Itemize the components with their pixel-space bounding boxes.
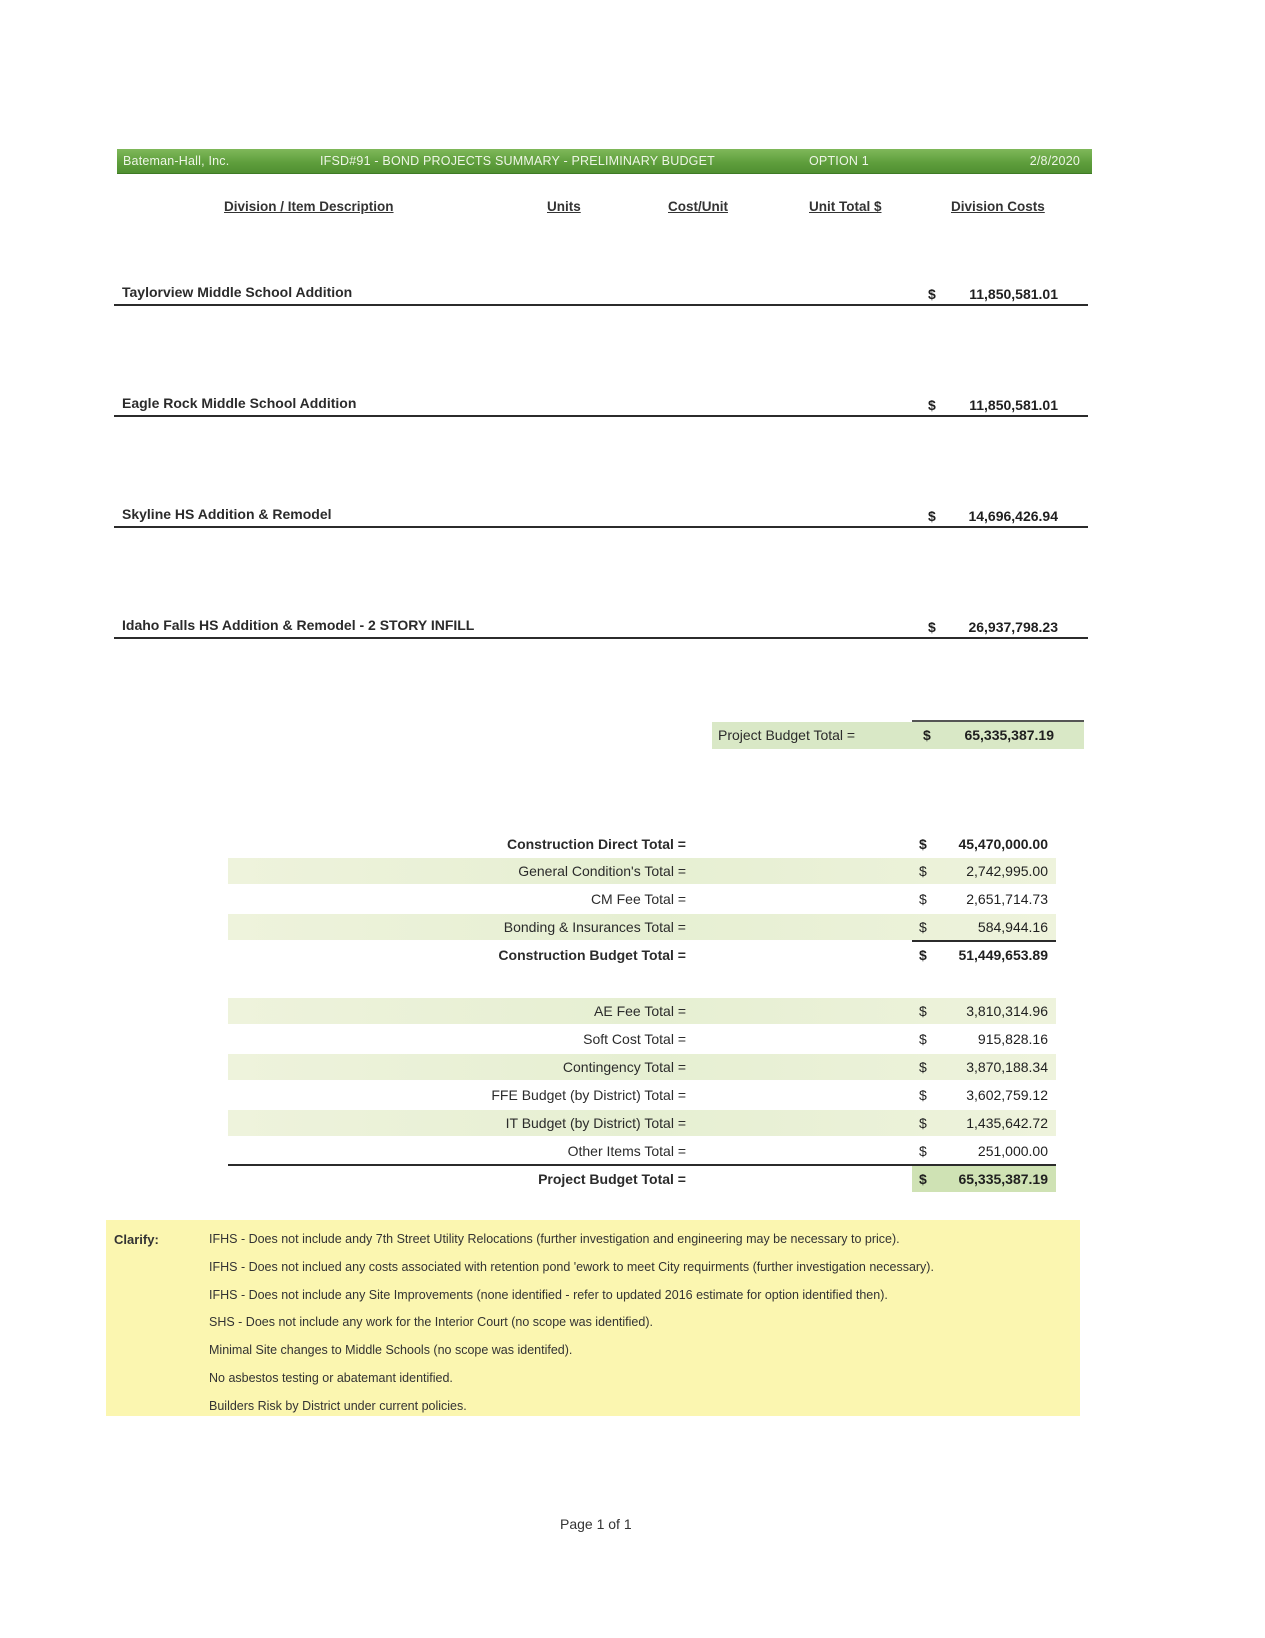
- currency-symbol: $: [919, 1003, 927, 1019]
- project-budget-total: [712, 722, 1084, 749]
- option-label: OPTION 1: [809, 154, 869, 168]
- summary-value: 1,435,642.72: [966, 1115, 1048, 1131]
- currency-symbol: $: [919, 1031, 927, 1047]
- summary-label: Other Items Total =: [567, 1143, 686, 1159]
- currency-symbol: $: [928, 286, 936, 302]
- summary-value: 65,335,387.19: [958, 1171, 1048, 1187]
- col-header-division-costs: Division Costs: [951, 199, 1045, 214]
- summary-label: Soft Cost Total =: [583, 1031, 686, 1047]
- division-name: Skyline HS Addition & Remodel: [122, 506, 332, 522]
- division-name: Idaho Falls HS Addition & Remodel - 2 STORY INFILL: [122, 617, 475, 633]
- currency-symbol: $: [919, 1059, 927, 1075]
- currency-symbol: $: [923, 727, 931, 743]
- summary-label: Contingency Total =: [562, 1059, 686, 1075]
- summary-row-construction-direct: [228, 831, 1056, 857]
- summary-row-bonding: [228, 914, 1056, 940]
- summary-row-cm-fee: [228, 886, 1056, 912]
- currency-symbol: $: [928, 397, 936, 413]
- division-row: [114, 607, 1088, 639]
- company-name: Bateman-Hall, Inc.: [123, 154, 230, 168]
- summary-value: 51,449,653.89: [958, 947, 1048, 963]
- project-total-label: Project Budget Total =: [718, 727, 856, 743]
- clarify-item: IFHS - Does not include andy 7th Street Utility Relocations (further investigation and engineering may be necessary to price).: [209, 1232, 900, 1246]
- col-header-description: Division / Item Description: [224, 199, 394, 214]
- summary-label: FFE Budget (by District) Total =: [491, 1087, 686, 1103]
- summary-value: 45,470,000.00: [958, 836, 1048, 852]
- summary-value: 3,810,314.96: [966, 1003, 1048, 1019]
- summary-value: 3,602,759.12: [966, 1087, 1048, 1103]
- currency-symbol: $: [928, 508, 936, 524]
- currency-symbol: $: [919, 947, 927, 963]
- clarify-label: Clarify:: [114, 1232, 159, 1247]
- currency-symbol: $: [919, 863, 927, 879]
- summary-value: 584,944.16: [977, 919, 1048, 935]
- summary-label: General Condition's Total =: [518, 863, 686, 879]
- division-cost: 11,850,581.01: [969, 397, 1058, 413]
- summary-row-other-items: [228, 1138, 1056, 1164]
- summary-value: 2,742,995.00: [966, 863, 1048, 879]
- page-number: Page 1 of 1: [560, 1516, 632, 1532]
- summary-row-construction-budget: [228, 942, 1056, 968]
- division-cost: 26,937,798.23: [968, 619, 1058, 635]
- summary-label: Bonding & Insurances Total =: [503, 919, 686, 935]
- currency-symbol: $: [919, 1171, 927, 1187]
- clarify-item: IFHS - Does not inclued any costs associated with retention pond 'ework to meet City requirments (further investigation necessary).: [209, 1259, 934, 1274]
- clarify-item: Builders Risk by District under current policies.: [209, 1398, 467, 1413]
- clarify-notes: [106, 1220, 1080, 1416]
- clarify-list: [209, 1232, 934, 1427]
- division-row: [114, 496, 1088, 528]
- summary-row-ae-fee: [228, 998, 1056, 1024]
- summary-label: Construction Direct Total =: [506, 836, 686, 852]
- summary-label: Project Budget Total =: [538, 1171, 686, 1187]
- currency-symbol: $: [919, 891, 927, 907]
- summary-row-project-budget-total: [228, 1166, 1056, 1192]
- division-row: [114, 385, 1088, 417]
- summary-label: CM Fee Total =: [590, 891, 686, 907]
- project-total-value: 65,335,387.19: [964, 727, 1054, 743]
- currency-symbol: $: [919, 1143, 927, 1159]
- division-cost: 14,696,426.94: [968, 508, 1058, 524]
- col-header-units: Units: [547, 199, 581, 214]
- summary-row-ffe-budget: [228, 1082, 1056, 1108]
- document-date: 2/8/2020: [1029, 154, 1080, 168]
- currency-symbol: $: [919, 1087, 927, 1103]
- clarify-item: No asbestos testing or abatemant identified.: [209, 1370, 453, 1385]
- summary-row-contingency: [228, 1054, 1056, 1080]
- currency-symbol: $: [919, 1115, 927, 1131]
- division-cost: 11,850,581.01: [969, 286, 1058, 302]
- document-title: IFSD#91 - BOND PROJECTS SUMMARY - PRELIMINARY BUDGET: [320, 154, 715, 168]
- summary-value: 3,870,188.34: [966, 1059, 1048, 1075]
- summary-value: 2,651,714.73: [966, 891, 1048, 907]
- col-header-cost-unit: Cost/Unit: [668, 199, 728, 214]
- summary-row-general-conditions: [228, 858, 1056, 884]
- currency-symbol: $: [928, 619, 936, 635]
- clarify-item: SHS - Does not include any work for the Interior Court (no scope was identified).: [209, 1315, 653, 1330]
- header-band: [117, 149, 1092, 174]
- summary-row-it-budget: [228, 1110, 1056, 1136]
- division-name: Eagle Rock Middle School Addition: [122, 395, 357, 411]
- summary-row-soft-cost: [228, 1026, 1056, 1052]
- division-row: [114, 274, 1088, 306]
- clarify-item: Minimal Site changes to Middle Schools (no scope was identifed).: [209, 1343, 573, 1358]
- currency-symbol: $: [919, 836, 927, 852]
- summary-label: AE Fee Total =: [594, 1003, 686, 1019]
- currency-symbol: $: [919, 919, 927, 935]
- clarify-item: IFHS - Does not include any Site Improvements (none identified - refer to updated 2016 estimate for option identified then).: [209, 1287, 888, 1302]
- summary-value: 251,000.00: [977, 1143, 1048, 1159]
- summary-label: IT Budget (by District) Total =: [505, 1115, 686, 1131]
- summary-value: 915,828.16: [977, 1031, 1048, 1047]
- col-header-unit-total: Unit Total $: [809, 199, 882, 214]
- summary-label: Construction Budget Total =: [498, 947, 686, 963]
- division-name: Taylorview Middle School Addition: [122, 284, 353, 300]
